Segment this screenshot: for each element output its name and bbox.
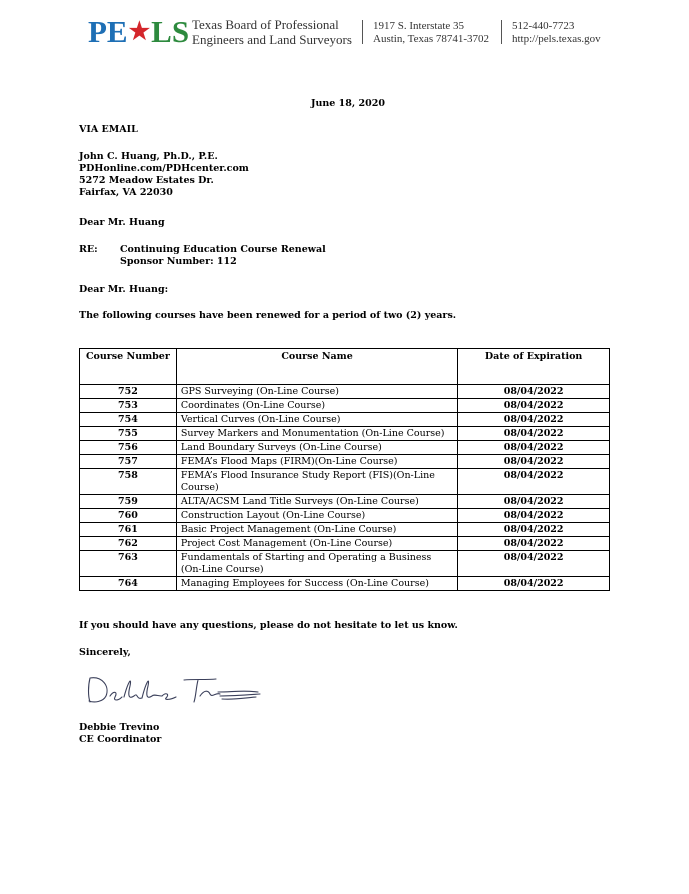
table-row (80, 427, 610, 441)
logo-ls-text: LS (151, 14, 190, 49)
closing-question: If you should have any questions, please do not hesitate to let us know. (79, 620, 458, 631)
course-number: 756 (80, 441, 177, 455)
table-row (80, 441, 610, 455)
course-number: 759 (80, 495, 177, 509)
expiration-date: 08/04/2022 (458, 469, 610, 495)
header-course-number: Course Number (80, 349, 177, 385)
texas-star-icon: ★ (128, 19, 151, 45)
courses-table (79, 348, 610, 591)
signer-name: Debbie Trevino (79, 722, 160, 733)
expiration-date: 08/04/2022 (458, 441, 610, 455)
pels-logo (88, 16, 189, 51)
expiration-date: 08/04/2022 (458, 537, 610, 551)
expiration-date: 08/04/2022 (458, 399, 610, 413)
board-contact (512, 20, 601, 46)
address-line2: Austin, Texas 78741-3702 (373, 33, 490, 45)
course-number: 755 (80, 427, 177, 441)
letterhead-divider (501, 20, 502, 44)
via-email: VIA EMAIL (79, 124, 138, 135)
board-name-line1: Texas Board of Professional (192, 17, 339, 32)
website-link[interactable]: http://pels.texas.gov (512, 33, 601, 45)
logo-pe-text: PE (88, 14, 128, 49)
course-name: Fundamentals of Starting and Operating a Business (On-Line Course) (176, 551, 457, 577)
course-name: Basic Project Management (On-Line Course) (176, 523, 457, 537)
sponsor-number: Sponsor Number: 112 (120, 256, 237, 267)
letterhead-divider (362, 20, 363, 44)
course-name: Construction Layout (On-Line Course) (176, 509, 457, 523)
course-name: Coordinates (On-Line Course) (176, 399, 457, 413)
expiration-date: 08/04/2022 (458, 427, 610, 441)
expiration-date: 08/04/2022 (458, 385, 610, 399)
header-course-name: Course Name (176, 349, 457, 385)
re-label: RE: (79, 244, 98, 255)
sincerely-text: Sincerely, (79, 647, 131, 658)
expiration-date: 08/04/2022 (458, 551, 610, 577)
recipient-street: 5272 Meadow Estates Dr. (79, 175, 214, 186)
intro-text: The following courses have been renewed for a period of two (2) years. (79, 310, 457, 321)
course-name: ALTA/ACSM Land Title Surveys (On-Line Course) (176, 495, 457, 509)
expiration-date: 08/04/2022 (458, 413, 610, 427)
expiration-date: 08/04/2022 (458, 455, 610, 469)
course-number: 762 (80, 537, 177, 551)
salutation-first: Dear Mr. Huang (79, 217, 165, 228)
course-name: Managing Employees for Success (On-Line Course) (176, 577, 457, 591)
course-number: 764 (80, 577, 177, 591)
table-row (80, 495, 610, 509)
course-number: 758 (80, 469, 177, 495)
recipient-city: Fairfax, VA 22030 (79, 187, 173, 198)
board-name-line2: Engineers and Land Surveyors (192, 32, 352, 47)
course-number: 760 (80, 509, 177, 523)
course-name: Project Cost Management (On-Line Course) (176, 537, 457, 551)
expiration-date: 08/04/2022 (458, 495, 610, 509)
re-subject-block (120, 244, 326, 268)
board-name (192, 17, 352, 47)
letterhead (88, 14, 608, 54)
table-row (80, 413, 610, 427)
course-number: 752 (80, 385, 177, 399)
table-row (80, 399, 610, 413)
handwritten-signature-icon (84, 670, 274, 710)
course-name: GPS Surveying (On-Line Course) (176, 385, 457, 399)
course-name: FEMA’s Flood Maps (FIRM)(On-Line Course) (176, 455, 457, 469)
course-name: Vertical Curves (On-Line Course) (176, 413, 457, 427)
salutation-second: Dear Mr. Huang: (79, 284, 169, 295)
expiration-date: 08/04/2022 (458, 577, 610, 591)
phone-number: 512-440-7723 (512, 20, 575, 32)
course-name: Survey Markers and Monumentation (On-Line Course) (176, 427, 457, 441)
recipient-block (79, 151, 249, 199)
table-row (80, 509, 610, 523)
recipient-name: John C. Huang, Ph.D., P.E. (79, 151, 218, 162)
course-name: Land Boundary Surveys (On-Line Course) (176, 441, 457, 455)
expiration-date: 08/04/2022 (458, 523, 610, 537)
table-row (80, 577, 610, 591)
course-number: 761 (80, 523, 177, 537)
table-row (80, 523, 610, 537)
course-number: 754 (80, 413, 177, 427)
course-name: FEMA’s Flood Insurance Study Report (FIS)(On-Line Course) (176, 469, 457, 495)
table-row (80, 551, 610, 577)
board-address (373, 20, 489, 46)
expiration-date: 08/04/2022 (458, 509, 610, 523)
course-number: 757 (80, 455, 177, 469)
course-number: 763 (80, 551, 177, 577)
table-row (80, 537, 610, 551)
table-header-row (80, 349, 610, 385)
table-row (80, 385, 610, 399)
table-row (80, 469, 610, 495)
signer-title: CE Coordinator (79, 734, 162, 745)
signer-block (79, 722, 161, 746)
table-row (80, 455, 610, 469)
letter-date: June 18, 2020 (311, 98, 385, 109)
re-subject: Continuing Education Course Renewal (120, 244, 326, 255)
header-expiration-date: Date of Expiration (458, 349, 610, 385)
course-number: 753 (80, 399, 177, 413)
recipient-company: PDHonline.com/PDHcenter.com (79, 163, 249, 174)
address-line1: 1917 S. Interstate 35 (373, 20, 465, 32)
